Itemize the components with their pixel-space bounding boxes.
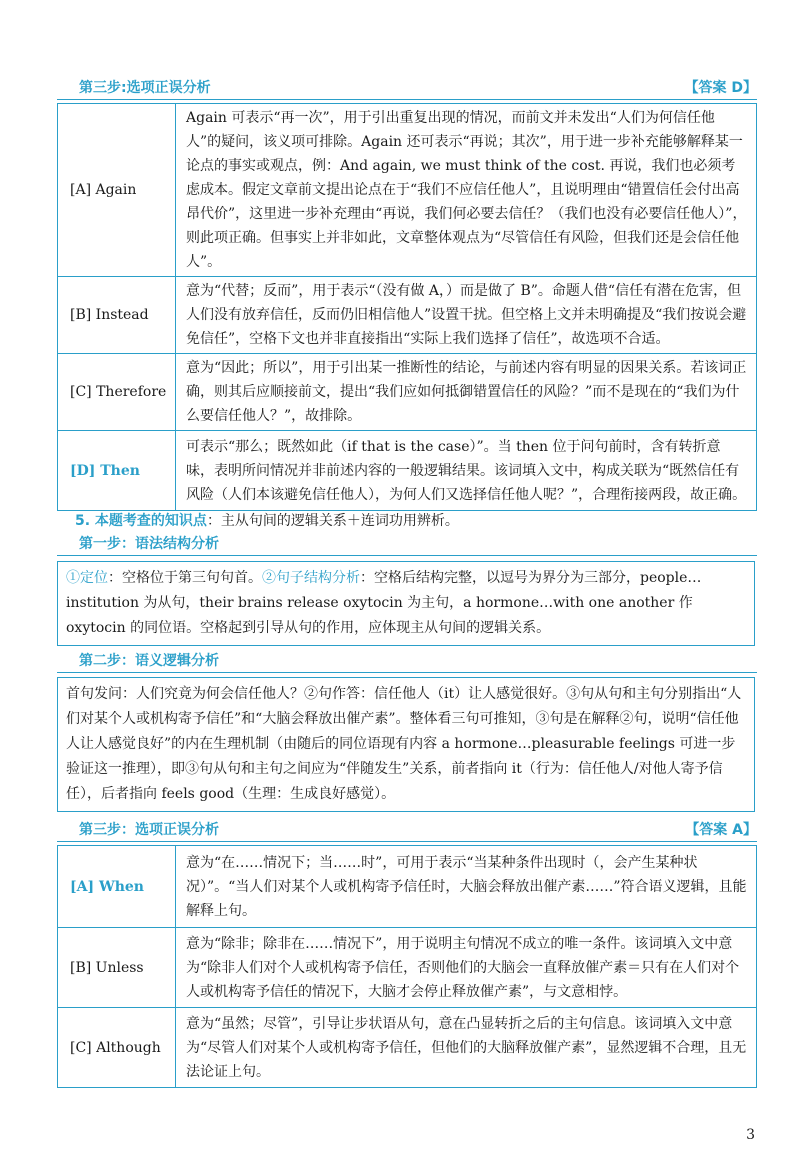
q5-step3-title: 第三步：选项正误分析 <box>79 822 219 838</box>
q4-option-label: [C] Therefore <box>58 354 176 431</box>
q5-answer: 【答案 A】 <box>685 822 757 838</box>
q4-option-text: 可表示“那么；既然如此（if that is the case）”。当 then 位于问句前时，含有转折意味，表明所问情况并非前述内容的一般逻辑结果。该词填入文中，构成关联为“既然信任有风险（人们本该避免信任他人），为何人们又选择信任他人呢？”，合理衔接两段，故正确。 <box>176 431 757 511</box>
q5-option-text: 意为“在……情况下；当……时”，可用于表示“当某种条件出现时（，会产生某种状况）”。“当人们对某个人或机构寄予信任时，大脑会释放出催产素……”符合语义逻辑，且能解释上句。 <box>176 846 757 928</box>
q4-option-text: 意为“因此；所以”，用于引出某一推断性的结论，与前述内容有明显的因果关系。若该词正确，则其后应顺接前文，提出“我们应如何抵御错置信任的风险？”而不是现在的“我们为什么要信任他人？”，故排除。 <box>176 354 757 431</box>
q5-step1-box <box>57 561 755 646</box>
q5-step2-text: 首句发问：人们究竟为何会信任他人？②句作答：信任他人（it）让人感觉很好。③句从句和主句分别指出“人们对某个人或机构寄予信任”和“大脑会释放出催产素”。整体看三句可推知，③句是在解释②句，说明“信任他人让人感觉良好”的内在生理机制（由随后的同位语现有内容 a hormone…pleasurable feelings 可进一步验证这一推理），即③句从句和主句之间应为“伴随发生”关系，前者指向 it（行为：信任他人/对他人寄予信任），后者指向 feels good（生理：生成良好感觉）。 <box>66 686 742 802</box>
q5-option-text: 意为“除非；除非在……情况下”，用于说明主句情况不成立的唯一条件。该词填入文中意为“除非人们对个人或机构寄予信任，否则他们的大脑会一直释放催产素＝只有在人们对个人或机构寄予信任的情况下，大脑才会停止释放催产素”，与文意相悖。 <box>176 928 757 1008</box>
q4-option-label: [A] Again <box>58 104 176 277</box>
q5-step2-title: 第二步：语义逻辑分析 <box>79 653 219 669</box>
q5-step1-structure-text: ：空格后结构完整，以逗号为界分为三部分，people…institution 为从句，their brains release oxytocin 为主句，a hormone…with one another 作 oxytocin 的同位语。空格起到引导从句的作用，应体现主从句间的逻辑关系。 <box>66 570 702 636</box>
q5-option-label-correct: [A] When <box>58 846 176 928</box>
q4-step3-title: 第三步:选项正误分析 <box>79 80 211 96</box>
q5-step2-header <box>57 650 757 673</box>
q5-option-row <box>58 928 757 1008</box>
q5-step1-structure-label: ②句子结构分析 <box>262 570 360 586</box>
q4-option-row <box>58 104 757 277</box>
q4-option-row <box>58 277 757 354</box>
q4-option-label: [B] Instead <box>58 277 176 354</box>
q4-step3-header <box>57 77 757 100</box>
q4-options-table <box>57 103 757 511</box>
q5-step1-header <box>57 533 757 556</box>
q4-answer: 【答案 D】 <box>684 80 757 96</box>
q5-step1-locate-label: ①定位 <box>66 570 108 586</box>
q4-option-text: Again 可表示“再一次”，用于引出重复出现的情况，而前文并未发出“人们为何信任他人”的疑问，该义项可排除。Again 还可表示“再说；其次”，用于进一步补充能够解释某一论点的事实或观点，例：And again, we must think of the cost. 再说，我们也必须考虑成本。假定文章前文提出论点在于“我们不应信任他人”，且说明理由“错置信任会付出高昂代价”，这里进一步补充理由“再说，我们何必要去信任？（我们也没有必要信任他人）”，则此项正确。但事实上并非如此，文章整体观点为“尽管信任有风险，但我们还是会信任他人”。 <box>176 104 757 277</box>
q5-options-table <box>57 845 757 1088</box>
q5-option-row <box>58 1008 757 1088</box>
q4-option-text: 意为“代替；反而”，用于表示“（没有做 A，）而是做了 B”。命题人借“信任有潜在危害，但人们没有放弃信任，反而仍旧相信他人”设置干扰。但空格上文并未明确提及“我们按说会避免信任”，空格下文也并非直接指出“实际上我们选择了信任”，故选项不合适。 <box>176 277 757 354</box>
q5-heading <box>75 510 459 530</box>
q5-option-row <box>58 846 757 928</box>
q4-option-label-correct: [D] Then <box>58 431 176 511</box>
q5-step1-title: 第一步：语法结构分析 <box>79 536 219 552</box>
q5-option-label: [B] Unless <box>58 928 176 1008</box>
q5-step3-header <box>57 819 757 842</box>
q5-step1-locate-text: ：空格位于第三句句首。 <box>108 570 262 586</box>
q5-step2-box <box>57 677 755 812</box>
q5-option-text: 意为“虽然；尽管”，引导让步状语从句，意在凸显转折之后的主句信息。该词填入文中意为“尽管人们对某个人或机构寄予信任，但他们的大脑释放催产素”，显然逻辑不合理，且无法论证上句。 <box>176 1008 757 1088</box>
q5-option-label: [C] Although <box>58 1008 176 1088</box>
q5-number: 5. 本题考查的知识点 <box>75 513 207 529</box>
q4-option-row <box>58 431 757 511</box>
page-number: 3 <box>746 1127 755 1143</box>
q4-option-row <box>58 354 757 431</box>
q5-topic: ：主从句间的逻辑关系＋连词功用辨析。 <box>206 513 459 529</box>
